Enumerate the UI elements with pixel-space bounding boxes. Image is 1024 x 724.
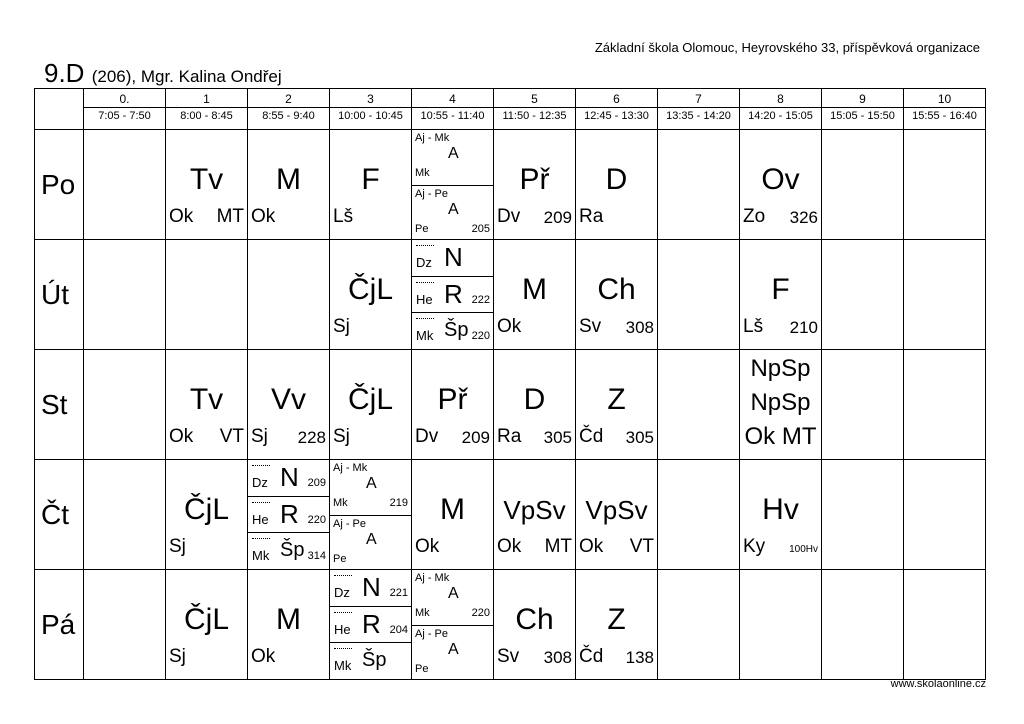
teacher: Dv — [415, 426, 439, 447]
teacher: Zo — [743, 206, 766, 227]
lesson-cell — [248, 570, 330, 680]
teacher: Ok — [415, 536, 440, 557]
teacher: Mk — [415, 607, 430, 619]
subject: Šp — [444, 319, 469, 341]
subject: ČjL — [183, 493, 229, 526]
lesson-cell — [822, 350, 904, 460]
room: MT — [544, 536, 572, 557]
subject: D — [605, 163, 628, 196]
lesson-cell — [494, 350, 576, 460]
room: 220 — [471, 330, 490, 342]
teacher: Ok — [251, 646, 276, 667]
lesson-cell — [166, 350, 248, 460]
teacher: Čd — [579, 426, 604, 447]
lesson-cell — [904, 350, 986, 460]
period-header — [658, 89, 740, 130]
class-detail: (206), Mgr. Kalina Ondřej — [91, 67, 282, 86]
room: 326 — [789, 208, 818, 227]
teacher: Pe — [415, 223, 429, 235]
period-number: 9 — [859, 92, 866, 106]
subject: R — [362, 609, 381, 639]
teacher: He — [334, 622, 351, 637]
day-row-ct — [35, 460, 986, 570]
period-number: 6 — [613, 92, 620, 106]
subject: Ch — [597, 273, 636, 306]
teacher: Sj — [333, 316, 350, 337]
subject: ČjL — [347, 383, 393, 416]
timetable — [34, 88, 986, 680]
subject: F — [771, 273, 790, 306]
lesson-cell — [576, 240, 658, 350]
group-lesson — [412, 276, 493, 312]
day-label: Út — [35, 240, 84, 350]
day-row-pa — [35, 570, 986, 680]
subject: A — [366, 475, 377, 492]
subject: M — [440, 493, 465, 526]
lesson-cell — [822, 570, 904, 680]
lesson-cell — [658, 240, 740, 350]
subject: Šp — [362, 649, 387, 671]
room: 205 — [471, 223, 490, 235]
room: 220 — [471, 607, 490, 619]
teacher: Ok — [497, 316, 522, 337]
header-row — [35, 89, 986, 130]
subject: Tv — [189, 383, 224, 416]
lesson-cell — [248, 130, 330, 240]
teacher: Mk — [415, 167, 430, 179]
teacher: Dv — [497, 206, 521, 227]
lesson-cell — [740, 350, 822, 460]
teacher: Ok — [497, 536, 522, 557]
lesson-cell — [494, 460, 576, 570]
room: 219 — [389, 497, 408, 509]
period-time: 11:50 - 12:35 — [494, 107, 575, 124]
subject: Př — [519, 163, 550, 196]
lesson-cell — [166, 240, 248, 350]
footer-url: www.skolaonline.cz — [890, 678, 986, 690]
group-lesson — [412, 240, 493, 275]
period-header — [576, 89, 658, 130]
subject: A — [448, 201, 459, 218]
room: MT — [216, 206, 244, 227]
lesson-cell — [904, 130, 986, 240]
lesson-cell — [904, 460, 986, 570]
room: 305 — [543, 428, 572, 447]
lesson-cell — [576, 350, 658, 460]
teacher: Dz — [252, 475, 268, 490]
lesson-cell — [822, 460, 904, 570]
subject: Vv — [270, 383, 306, 416]
room: 100Hv — [789, 544, 818, 555]
day-label: Pá — [35, 570, 84, 680]
lesson-cell-split — [412, 240, 494, 350]
teacher: Dz — [334, 585, 350, 600]
teacher: Lš — [333, 206, 354, 227]
class-code: 9.D — [44, 58, 85, 88]
group: Aj - Pe — [333, 518, 367, 530]
room: 308 — [625, 318, 654, 337]
subject: Př — [437, 383, 468, 416]
group-lesson — [248, 496, 329, 532]
subject: R — [444, 279, 463, 309]
lesson-cell — [822, 240, 904, 350]
subject: A — [448, 585, 459, 602]
group-lesson — [330, 460, 411, 514]
room: VT — [219, 426, 244, 447]
teacher: Pe — [415, 663, 429, 675]
subject: Z — [607, 383, 626, 416]
teacher: Sv — [579, 316, 602, 337]
group-lesson — [412, 130, 493, 184]
teacher: He — [416, 292, 433, 307]
period-number: 10 — [937, 92, 952, 106]
period-header — [166, 89, 248, 130]
subject: A — [366, 531, 377, 548]
lesson-cell — [494, 570, 576, 680]
period-header — [248, 89, 330, 130]
period-time: 15:55 - 16:40 — [904, 107, 985, 124]
subject: Ov — [761, 163, 800, 196]
subject: VpSv — [585, 495, 648, 525]
subject: N — [444, 242, 463, 272]
period-time: 10:00 - 10:45 — [330, 107, 411, 124]
period-header — [740, 89, 822, 130]
subject: VpSv — [503, 495, 566, 525]
subject: ČjL — [347, 273, 393, 306]
lesson-cell — [248, 350, 330, 460]
subject: Ch — [515, 603, 554, 636]
group-lesson — [412, 185, 493, 239]
period-number: 2 — [285, 92, 292, 106]
lesson-cell — [330, 350, 412, 460]
room: 204 — [389, 624, 408, 636]
lesson-cell — [84, 240, 166, 350]
teacher: Sv — [497, 646, 520, 667]
lesson-cell — [494, 240, 576, 350]
period-number: 7 — [695, 92, 702, 106]
period-header — [494, 89, 576, 130]
lesson-cell — [412, 460, 494, 570]
teacher: Ky — [743, 536, 766, 557]
subject: A — [448, 641, 459, 658]
period-number: 4 — [449, 92, 456, 106]
group-lesson — [248, 532, 329, 568]
lesson-cell — [84, 350, 166, 460]
group: Aj - Mk — [333, 462, 368, 474]
teacher: Mk — [333, 497, 348, 509]
lesson-cell — [576, 460, 658, 570]
teacher: Mk — [334, 658, 352, 673]
lesson-cell — [84, 460, 166, 570]
period-header — [904, 89, 986, 130]
lesson-cell — [740, 570, 822, 680]
group: Aj - Pe — [415, 628, 449, 640]
teacher: Čd — [579, 646, 604, 667]
room: 209 — [307, 477, 326, 489]
room: 209 — [461, 428, 490, 447]
period-time: 10:55 - 11:40 — [412, 107, 493, 124]
teacher: Ra — [497, 426, 522, 447]
teacher: Mk — [252, 548, 270, 563]
lesson-cell — [576, 130, 658, 240]
lesson-cell — [904, 240, 986, 350]
lesson-cell-split — [412, 130, 494, 240]
room: 220 — [307, 514, 326, 526]
day-row-po — [35, 130, 986, 240]
lesson-cell — [166, 130, 248, 240]
period-time: 15:05 - 15:50 — [822, 107, 903, 124]
lesson-cell — [904, 570, 986, 680]
period-header — [822, 89, 904, 130]
lesson-cell-split — [330, 460, 412, 570]
period-number: 1 — [203, 92, 210, 106]
teacher: Lš — [743, 316, 764, 337]
subject: R — [280, 499, 299, 529]
subject: Z — [607, 603, 626, 636]
lesson-cell — [84, 570, 166, 680]
lesson-cell — [740, 240, 822, 350]
room: 305 — [625, 428, 654, 447]
period-header — [330, 89, 412, 130]
teacher: Sj — [251, 426, 268, 447]
lesson-cell — [576, 570, 658, 680]
teacher: Sj — [333, 426, 350, 447]
period-number: 0. — [119, 92, 130, 106]
group-lesson — [330, 570, 411, 605]
teacher: Ok — [169, 426, 194, 447]
lesson-cell — [412, 350, 494, 460]
room: 308 — [543, 648, 572, 667]
subject: M — [276, 603, 301, 636]
subject: ČjL — [183, 603, 229, 636]
day-label: Po — [35, 130, 84, 240]
teacher: Ok — [579, 536, 604, 557]
lesson-cell — [822, 130, 904, 240]
lesson-cell — [494, 130, 576, 240]
day-row-ut — [35, 240, 986, 350]
subject: Hv — [762, 493, 799, 526]
period-time: 7:05 - 7:50 — [84, 107, 165, 124]
room: 138 — [625, 648, 654, 667]
day-row-st — [35, 350, 986, 460]
period-time: 14:20 - 15:05 — [740, 107, 821, 124]
period-number: 3 — [367, 92, 374, 106]
lesson-cell — [740, 130, 822, 240]
room: 314 — [307, 550, 326, 562]
group-lesson — [412, 625, 493, 679]
lesson-cell — [166, 570, 248, 680]
lesson-cell — [84, 130, 166, 240]
school-name: Základní škola Olomouc, Heyrovského 33, příspěvková organizace — [594, 40, 980, 55]
teacher: Mk — [416, 328, 434, 343]
group: Aj - Pe — [415, 188, 449, 200]
lesson-cell — [658, 570, 740, 680]
subject: Šp — [280, 539, 305, 561]
period-number: 8 — [777, 92, 784, 106]
group-lesson — [412, 312, 493, 348]
room: 222 — [471, 294, 490, 306]
teacher: Dz — [416, 255, 432, 270]
room: VT — [629, 536, 654, 557]
lesson-cell — [166, 460, 248, 570]
lesson-cell — [658, 350, 740, 460]
room: 221 — [389, 587, 408, 599]
lesson-cell-split — [248, 460, 330, 570]
teacher: Sj — [169, 536, 186, 557]
subject: M — [522, 273, 547, 306]
room: 209 — [543, 208, 572, 227]
teacher: Ra — [579, 206, 604, 227]
period-number: 5 — [531, 92, 538, 106]
subject: NpSp — [750, 389, 811, 416]
group-lesson — [330, 515, 411, 569]
period-header — [412, 89, 494, 130]
lesson-cell — [658, 460, 740, 570]
teacher: Sj — [169, 646, 186, 667]
lesson-cell — [740, 460, 822, 570]
corner-cell — [35, 89, 84, 130]
teacher-room: Ok MT — [744, 423, 817, 450]
subject: A — [448, 145, 459, 162]
room: 210 — [789, 318, 818, 337]
room: 228 — [297, 428, 326, 447]
period-time: 13:35 - 14:20 — [658, 107, 739, 124]
day-label: St — [35, 350, 84, 460]
subject: NpSp — [750, 355, 811, 382]
group: Aj - Mk — [415, 132, 450, 144]
lesson-cell — [658, 130, 740, 240]
class-title — [44, 58, 282, 89]
lesson-cell — [330, 240, 412, 350]
period-time: 8:55 - 9:40 — [248, 107, 329, 124]
group-lesson — [412, 570, 493, 624]
teacher: Ok — [169, 206, 194, 227]
period-header — [84, 89, 166, 130]
subject: D — [523, 383, 546, 416]
subject: F — [361, 163, 380, 196]
teacher: He — [252, 512, 269, 527]
subject: N — [362, 572, 381, 602]
lesson-cell — [248, 240, 330, 350]
teacher: Pe — [333, 553, 347, 565]
teacher: Ok — [251, 206, 276, 227]
subject: Tv — [189, 163, 224, 196]
period-time: 8:00 - 8:45 — [166, 107, 247, 124]
subject: N — [280, 462, 299, 492]
day-label: Čt — [35, 460, 84, 570]
lesson-cell — [330, 130, 412, 240]
lesson-cell-split — [412, 570, 494, 680]
lesson-cell-split — [330, 570, 412, 680]
subject: M — [276, 163, 301, 196]
period-time: 12:45 - 13:30 — [576, 107, 657, 124]
group-lesson — [248, 460, 329, 495]
group-lesson — [330, 642, 411, 678]
group-lesson — [330, 606, 411, 642]
group: Aj - Mk — [415, 572, 450, 584]
